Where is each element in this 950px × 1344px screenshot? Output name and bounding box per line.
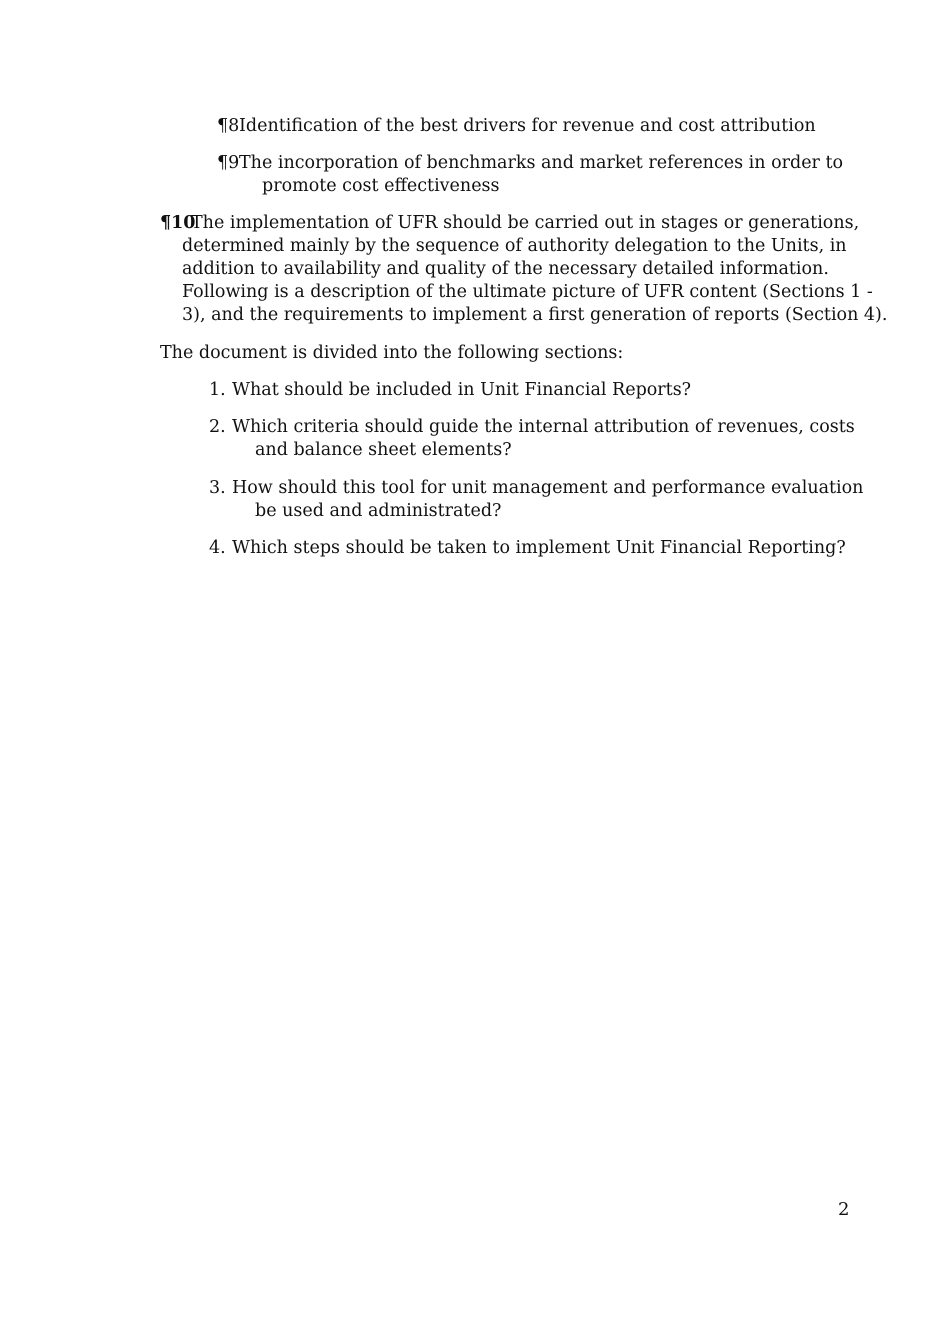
sections-intro [160,342,623,365]
list-item-text: be used and administrated? [255,501,502,521]
paragraph-8 [217,115,816,138]
list-item-text: Which steps should be taken to implement Unit Financial Reporting? [232,538,846,558]
list-item-text: What should be included in Unit Financial Reports? [232,380,692,400]
page-number: 2 [838,1199,850,1220]
section-list-item-continuation [255,439,512,462]
paragraph-text-line: determined mainly by the sequence of authority delegation to the Units, in [182,236,847,256]
list-number: 4. [209,538,226,558]
paragraph-9 [217,152,843,175]
paragraph-10-line [182,258,829,281]
paragraph-text-line: The incorporation of benchmarks and market references in order to [239,153,844,173]
list-item-text: How should this tool for unit management and performance evaluation [232,478,864,498]
paragraph-text-line: addition to availability and quality of the necessary detailed information. [182,259,829,279]
paragraph-marker: ¶10 [160,213,196,233]
paragraph-text-line: promote cost effectiveness [262,176,500,196]
paragraph-text-line: 3), and the requirements to implement a first generation of reports (Section 4). [182,305,888,325]
paragraph-text-line: Identification of the best drivers for revenue and cost attribution [239,116,816,136]
list-item-text: Which criteria should guide the internal attribution of revenues, costs [232,417,855,437]
paragraph-10-line [182,304,887,327]
paragraph-10-line [182,235,847,258]
list-number: 2. [209,417,226,437]
paragraph-text-line: The implementation of UFR should be carried out in stages or generations, [191,213,860,233]
paragraph-marker: ¶8 [217,116,240,136]
intro-text: The document is divided into the following sections: [160,343,624,363]
paragraph-10-line [182,281,873,304]
section-list-item [209,379,691,402]
list-number: 1. [209,380,226,400]
section-list-item-continuation [255,500,501,523]
list-number: 3. [209,478,226,498]
paragraph-10 [160,212,859,235]
section-list-item [209,477,863,500]
paragraph-marker: ¶9 [217,153,240,173]
section-list-item [209,416,855,439]
list-item-text: and balance sheet elements? [255,440,512,460]
paragraph-text-line: Following is a description of the ultimate picture of UFR content (Sections 1 - [182,282,873,302]
section-list-item [209,537,846,560]
paragraph-9-continuation [262,175,500,198]
